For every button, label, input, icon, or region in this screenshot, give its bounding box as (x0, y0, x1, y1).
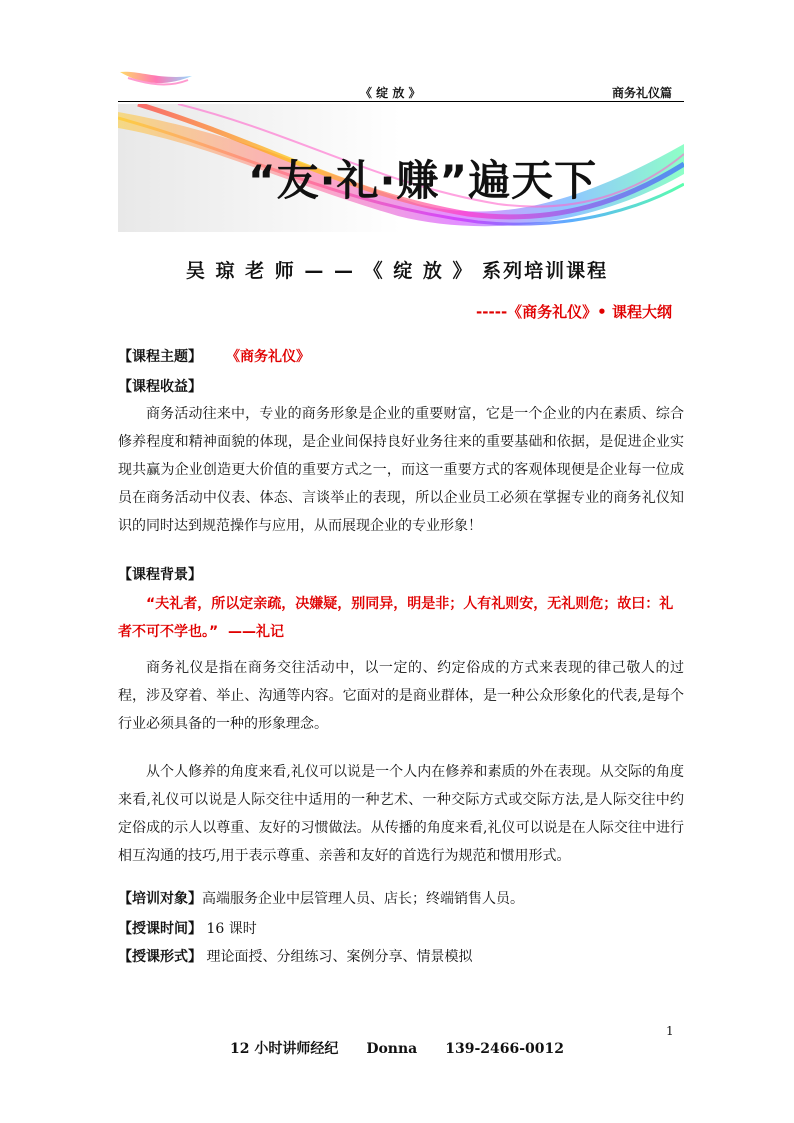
background-quote (118, 590, 684, 646)
topic-value: 《商务礼仪》 (226, 349, 310, 365)
time-value: 16 课时 (202, 921, 257, 937)
page-number: 1 (666, 1024, 674, 1038)
time-label: 【授课时间】 (118, 921, 202, 937)
quote-text: “夫礼者，所以定亲疏，决嫌疑，别同异，明是非；人有礼则安，无礼则危；故曰：礼者不可不学也。” (118, 596, 674, 640)
format-label: 【授课形式】 (118, 949, 202, 965)
course-title: 吴 琼 老 师 — — 《 绽 放 》 系列培训课程 (185, 260, 609, 282)
target-audience-row (118, 888, 524, 908)
course-subtitle: -----《商务礼仪》• 课程大纲 (476, 303, 672, 321)
header-divider (118, 101, 684, 102)
target-label: 【培训对象】 (118, 891, 202, 907)
banner-title: “友·礼·赚”遍天下 (248, 156, 598, 205)
header-series-title: 《 绽 放 》 (360, 86, 421, 100)
header-logo-swirl (118, 66, 194, 92)
footer (0, 1038, 794, 1058)
course-time-row (118, 918, 257, 938)
footer-name: Donna (366, 1041, 418, 1057)
benefit-label: 【课程收益】 (118, 379, 202, 395)
quote-source: ——礼记 (227, 624, 284, 640)
background-paragraph-1: 商务礼仪是指在商务交往活动中，以一定的、约定俗成的方式来表现的律己敬人的过程，涉及穿着、举止、沟通等内容。它面对的是商业群体，是一种公众形象化的代表,是每个行业必须具备的一种的形象理念。 (118, 660, 684, 732)
header-section-name: 商务礼仪篇 (612, 86, 673, 100)
target-value: 高端服务企业中层管理人员、店长；终端销售人员。 (202, 891, 524, 907)
footer-phone: 139-2466-0012 (445, 1041, 565, 1057)
background-label: 【课程背景】 (118, 567, 202, 583)
format-value: 理论面授、分组练习、案例分享、情景模拟 (202, 949, 473, 965)
benefit-paragraph: 商务活动往来中，专业的商务形象是企业的重要财富，它是一个企业的内在素质、综合修养程度和精神面貌的体现，是企业间保持良好业务往来的重要基础和依据，是促进企业实现共赢为企业创造更大价值的重要方式之一，而这一重要方式的客观体现便是企业每一位成员在商务活动中仪表、体态、言谈举止的表现，所以企业员工必须在掌握专业的商务礼仪知识的同时达到规范操作与应用，从而展现企业的专业形象！ (118, 406, 684, 534)
footer-agent: 12 小时讲师经纪 (229, 1041, 339, 1057)
background-paragraph-2: 从个人修养的角度来看,礼仪可以说是一个人内在修养和素质的外在表现。从交际的角度来看,礼仪可以说是人际交往中适用的一种艺术、一种交际方式或交际方法,是人际交往中约定俗成的示人以尊重、友好的习惯做法。从传播的角度来看,礼仪可以说是在人际交往中进行相互沟通的技巧,用于表示尊重、亲善和友好的首选行为规范和惯用形式。 (118, 764, 684, 864)
course-format-row (118, 946, 472, 966)
topic-label: 【课程主题】 (118, 349, 202, 365)
